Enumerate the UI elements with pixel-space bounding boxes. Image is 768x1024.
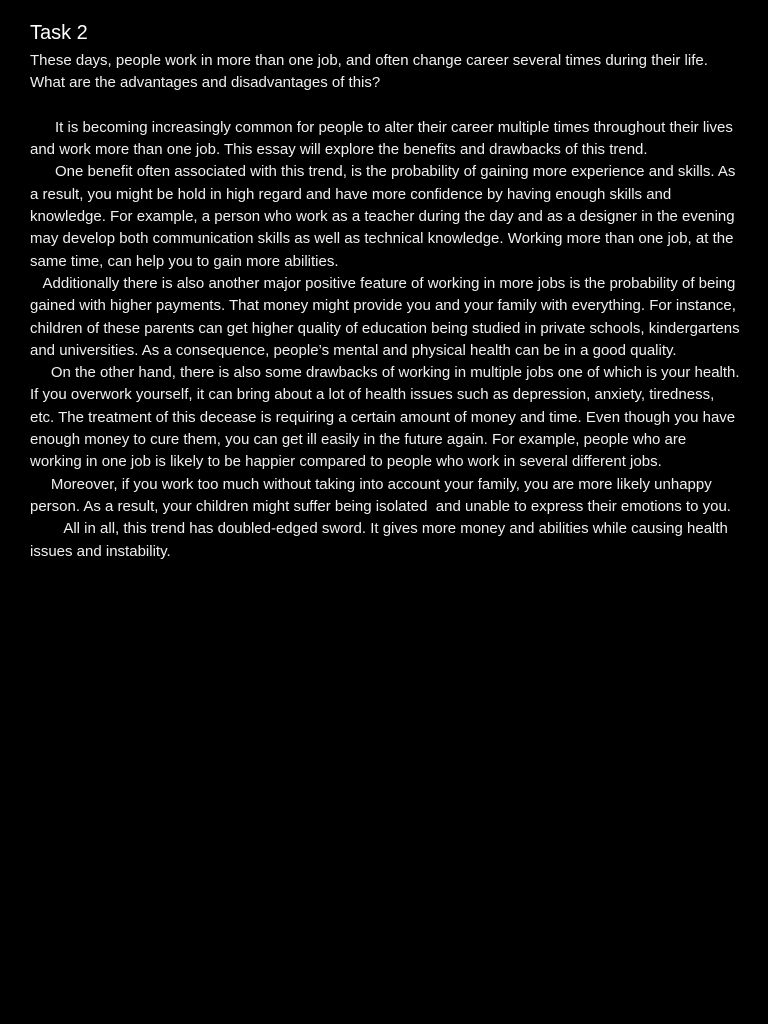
essay-paragraph-benefit-2: Additionally there is also another major positive feature of working in more jobs is the probability of being gained with higher payments. That money might provide you and your family with everything. For instance, children of these parents can get higher quality of education being studied in private schools, kindergartens and universities. As a consequence, people’s mental and physical health can be in a good quality. <box>30 274 744 359</box>
essay-paragraph-intro: It is becoming increasingly common for people to alter their career multiple times throughout their lives and work more than one job. This essay will explore the benefits and drawbacks of this trend. <box>30 118 737 159</box>
task-prompt: These days, people work in more than one job, and often change career several times during their life. What are the advantages and disadvantages of this? <box>30 52 708 92</box>
essay-paragraph-drawback-1: On the other hand, there is also some drawbacks of working in multiple jobs one of which is your health. If you overwork yourself, it can bring about a lot of health issues such as depression, anxiety, tiredness, etc. The treatment of this decease is requiring a certain amount of money and time. Even though you have enough money to cure them, you can get ill easily in the future again. For example, people who are working in one job is likely to be happier compared to people who work in several different jobs. <box>30 364 744 471</box>
essay-document <box>30 20 742 563</box>
essay-paragraph-conclusion: All in all, this trend has doubled-edged sword. It gives more money and abilities while causing health issues and instability. <box>30 520 733 560</box>
blank-line <box>30 95 742 117</box>
essay-paragraph-drawback-2: Moreover, if you work too much without taking into account your family, you are more likely unhappy person. As a result, your children might suffer being isolated and unable to express their emotions to you. <box>30 475 731 515</box>
essay-paragraph-benefit-1: One benefit often associated with this trend, is the probability of gaining more experience and skills. As a result, you might be hold in high regard and have more confidence by having enough skills and knowledge. For example, a person who work as a teacher during the day and as a designer in the evening may develop both communication skills as well as technical knowledge. Working more than one job, at the same time, can help you to gain more abilities. <box>30 163 740 270</box>
page-title: Task 2 <box>30 22 88 44</box>
